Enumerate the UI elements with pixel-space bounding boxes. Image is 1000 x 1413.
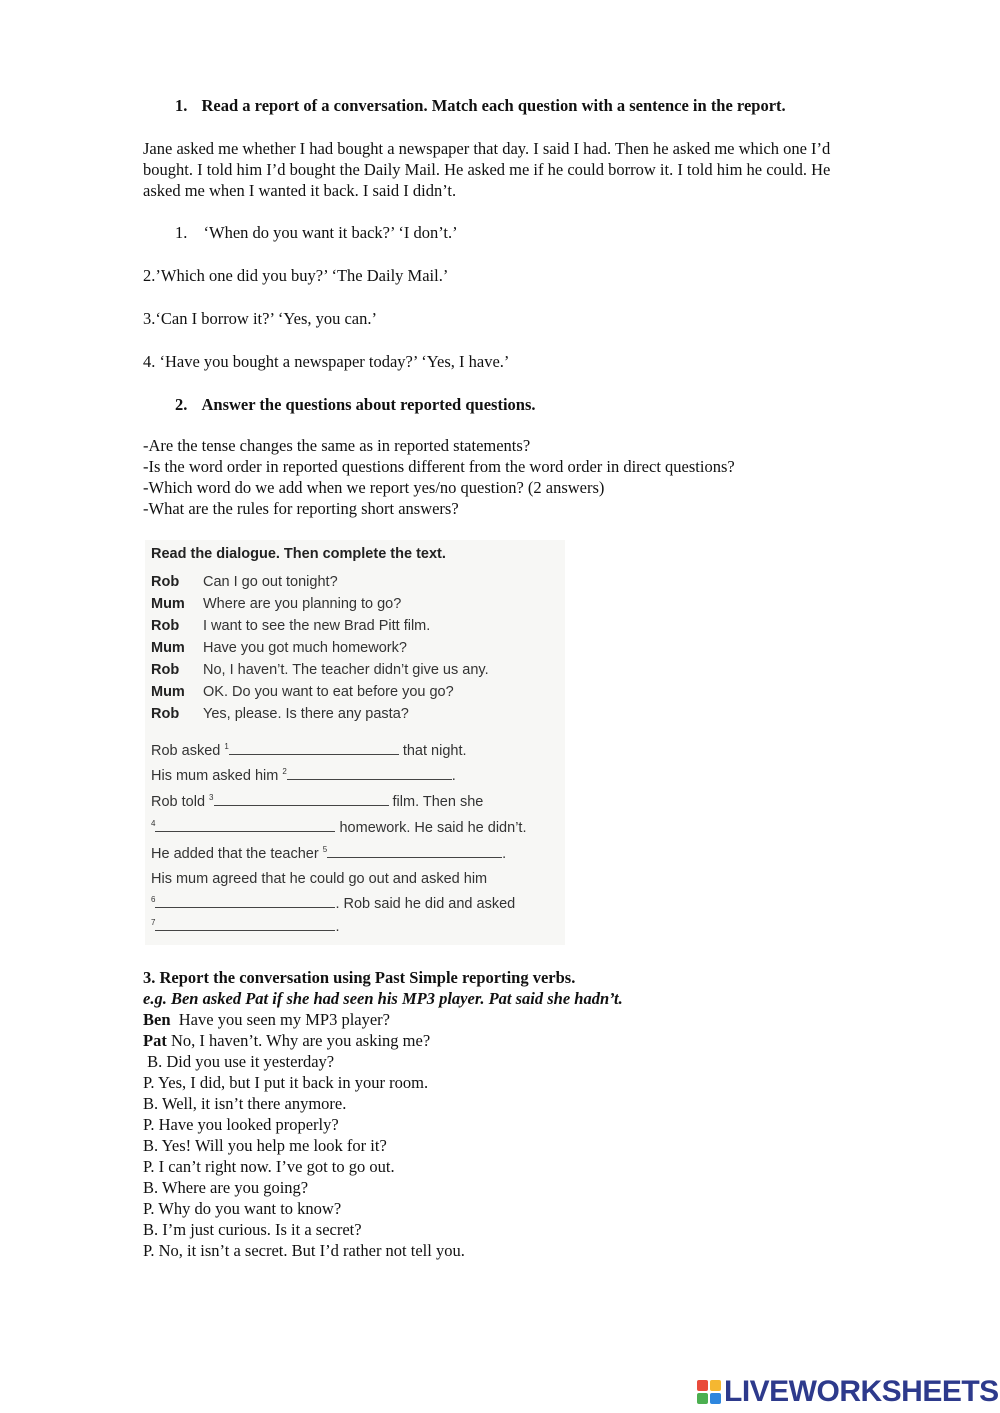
gap-text: homework. He said he didn’t. (339, 820, 527, 836)
conversation-line: P. Yes, I did, but I put it back in your room. (143, 1073, 429, 1092)
dialogue-speaker: Mum (151, 596, 185, 612)
question-line: -Which word do we add when we report yes/no question? (2 answers) (143, 478, 605, 497)
conversation-line: B. I’m just curious. Is it a secret? (143, 1220, 362, 1239)
gap-text: film. Then she (392, 794, 484, 810)
gap-number: 7 (151, 918, 156, 928)
gap-text: Rob asked (151, 743, 221, 759)
section1-heading-number: 1. (175, 96, 188, 115)
gap-text: . (502, 846, 507, 862)
gap-number: 2 (282, 767, 287, 777)
dialogue-speaker: Mum (151, 640, 185, 656)
dialogue-line: Yes, please. Is there any pasta? (203, 706, 409, 722)
gap-line-2 (151, 767, 456, 784)
question-line: -What are the rules for reporting short answers? (143, 499, 459, 518)
report-line: Jane asked me whether I had bought a newspaper that day. I said I had. Then he asked me which one I’d (143, 139, 831, 158)
section2-questions (143, 435, 933, 519)
conversation-line: B. Did you use it yesterday? (143, 1052, 335, 1071)
gap-text: that night. (402, 743, 467, 759)
liveworksheets-mark-icon (697, 1380, 721, 1404)
dialogue-speaker: Rob (151, 662, 180, 678)
answer-blank-2[interactable] (287, 767, 452, 780)
conversation-line (143, 1009, 933, 1030)
section2-heading-text: Answer the questions about reported questions. (201, 395, 536, 414)
section1-heading (175, 96, 786, 116)
mark-square (710, 1380, 721, 1391)
gap-number: 4 (151, 819, 156, 829)
dialogue-exercise-image (145, 540, 565, 945)
answer-blank-1[interactable] (229, 742, 399, 755)
gap-line-4 (151, 819, 526, 836)
gap-text: . Rob said he did and asked (335, 896, 516, 912)
match-item-1 (175, 223, 458, 243)
liveworksheets-logo[interactable] (697, 1375, 999, 1409)
answer-blank-5[interactable] (327, 845, 502, 858)
dialogue-speaker: Rob (151, 574, 180, 590)
match-item-1-number: 1. (175, 223, 188, 242)
gap-line-3 (151, 793, 483, 810)
report-line: bought. I told him I’d bought the Daily Mail. He asked me if he could borrow it. I told him he could. He (143, 160, 831, 179)
answer-blank-6[interactable] (155, 895, 335, 908)
gap-number: 1 (224, 742, 229, 752)
conversation-text: No, I haven’t. Why are you asking me? (166, 1031, 431, 1050)
section3 (143, 967, 933, 1261)
brand-name: LIVEWORKSHEETS (724, 1375, 999, 1408)
conversation-line: P. No, it isn’t a secret. But I’d rather not tell you. (143, 1241, 465, 1260)
mark-square (697, 1393, 708, 1404)
gap-number: 6 (151, 895, 156, 905)
gap-number: 3 (209, 793, 214, 803)
dialogue-line: Where are you planning to go? (203, 596, 402, 612)
mark-square (710, 1393, 721, 1404)
question-line: -Is the word order in reported questions different from the word order in direct questions? (143, 457, 735, 476)
exercise-title: Read the dialogue. Then complete the text. (151, 546, 446, 562)
mark-square (697, 1380, 708, 1391)
dialogue-line: I want to see the new Brad Pitt film. (203, 618, 431, 634)
gap-text: Rob told (151, 794, 206, 810)
gap-text: His mum asked him (151, 768, 279, 784)
answer-blank-4[interactable] (155, 819, 335, 832)
section2-heading (175, 395, 536, 415)
dialogue-line: OK. Do you want to eat before you go? (203, 684, 454, 700)
dialogue-speaker: Rob (151, 618, 180, 634)
match-item-3: 3.‘Can I borrow it?’ ‘Yes, you can.’ (143, 309, 378, 328)
gap-text: . (335, 919, 340, 935)
conversation-line: P. Have you looked properly? (143, 1115, 339, 1134)
speaker-name: Pat (143, 1031, 167, 1050)
section3-heading: 3. Report the conversation using Past Simple reporting verbs. (143, 968, 576, 987)
gap-line-8 (151, 918, 339, 935)
gap-line-6: His mum agreed that he could go out and asked him (151, 871, 488, 887)
report-paragraph (143, 138, 933, 201)
match-item-4: 4. ‘Have you bought a newspaper today?’ ‘Yes, I have.’ (143, 352, 510, 371)
dialogue-line: No, I haven’t. The teacher didn’t give us any. (203, 662, 489, 678)
dialogue-speaker: Rob (151, 706, 180, 722)
conversation-line: P. Why do you want to know? (143, 1199, 342, 1218)
gap-line-5 (151, 845, 506, 862)
gap-line-7 (151, 895, 515, 912)
dialogue-line: Have you got much homework? (203, 640, 407, 656)
conversation-text: Have you seen my MP3 player? (170, 1010, 391, 1029)
gap-line-1 (151, 742, 467, 759)
answer-blank-7[interactable] (155, 918, 335, 931)
conversation-line: B. Where are you going? (143, 1178, 309, 1197)
section1-heading-text: Read a report of a conversation. Match each question with a sentence in the report. (201, 96, 786, 115)
answer-blank-3[interactable] (214, 793, 389, 806)
conversation-line: B. Well, it isn’t there anymore. (143, 1094, 347, 1113)
section2-heading-number: 2. (175, 395, 188, 414)
gap-text: He added that the teacher (151, 846, 319, 862)
dialogue-line: Can I go out tonight? (203, 574, 338, 590)
speaker-name: Ben (143, 1010, 171, 1029)
conversation-line: B. Yes! Will you help me look for it? (143, 1136, 387, 1155)
section3-example: e.g. Ben asked Pat if she had seen his MP3 player. Pat said she hadn’t. (143, 989, 623, 1008)
gap-text: . (451, 768, 456, 784)
dialogue-speaker: Mum (151, 684, 185, 700)
question-line: -Are the tense changes the same as in reported statements? (143, 436, 531, 455)
match-item-2: 2.’Which one did you buy?’ ‘The Daily Mail.’ (143, 266, 449, 285)
report-line: asked me when I wanted it back. I said I didn’t. (143, 181, 457, 200)
conversation-line (143, 1030, 933, 1051)
match-item-1-text: ‘When do you want it back?’ ‘I don’t.’ (203, 223, 458, 242)
gap-number: 5 (322, 845, 328, 855)
conversation-line: P. I can’t right now. I’ve got to go out. (143, 1157, 395, 1176)
